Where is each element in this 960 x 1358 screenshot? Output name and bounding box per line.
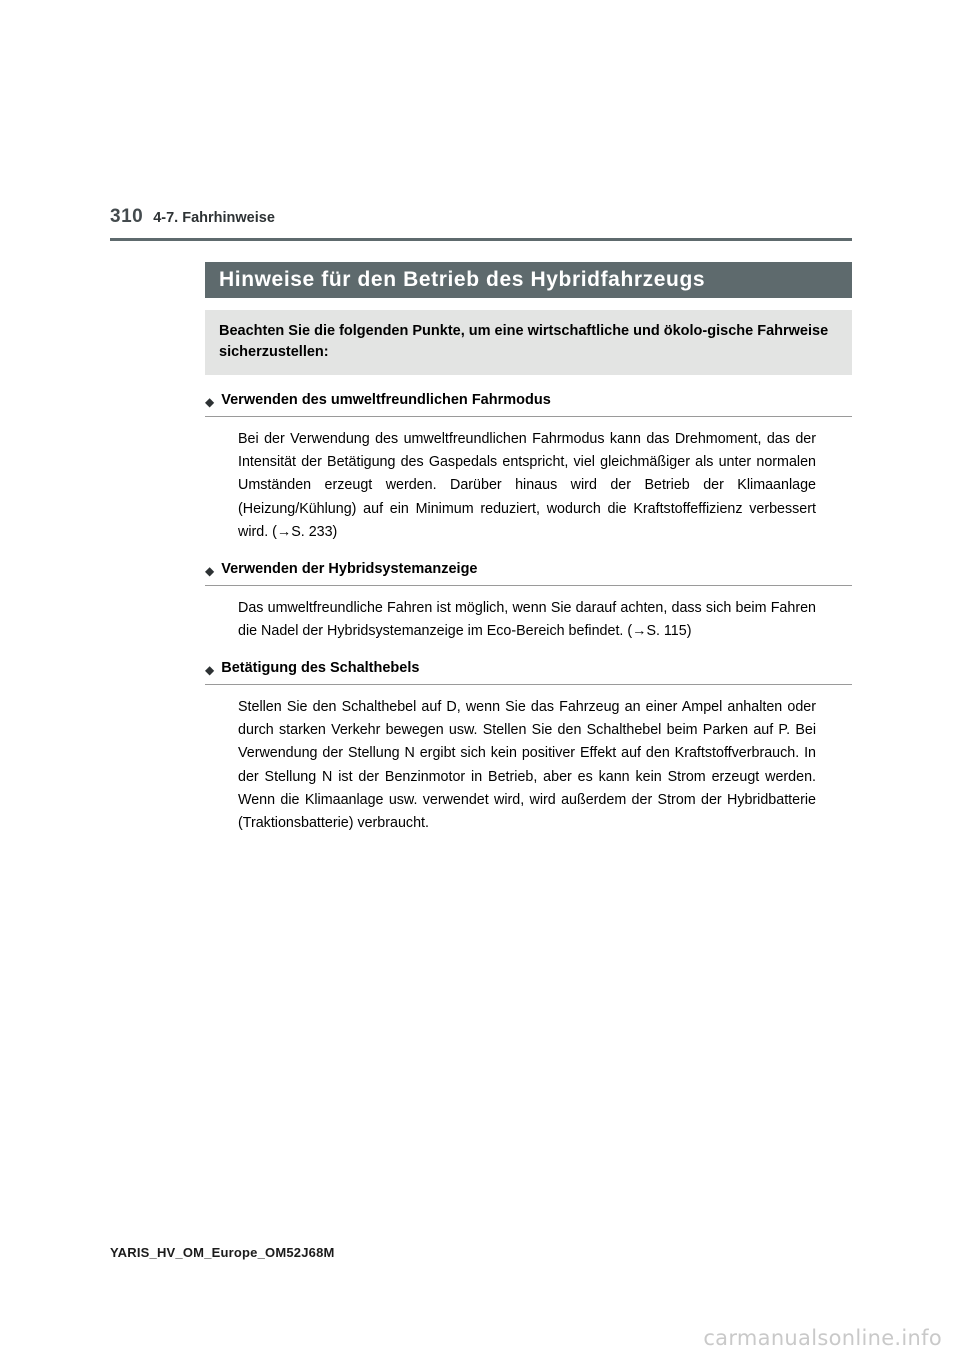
- section-title-bar: [205, 262, 852, 298]
- page-content: [205, 310, 852, 835]
- header-divider: [110, 238, 852, 241]
- topic-heading-3: [205, 660, 852, 685]
- page-header: [110, 206, 850, 228]
- header-section-title: 4-7. Fahrhinweise: [153, 210, 275, 226]
- topic-heading-2: [205, 561, 852, 586]
- watermark: carmanualsonline.info: [703, 1326, 942, 1350]
- page-number: 310: [110, 206, 144, 227]
- notice-box: [205, 310, 852, 375]
- topic-body-3: Stellen Sie den Schalthebel auf D, wenn Sie das Fahrzeug an einer Ampel anhalten oder durch starken Verkehr bewegen usw. Stellen Sie den Schalthebel beim Parken auf P. Bei Verwendung der Stellung N ergibt sich kein positiver Effekt auf den Kraftstoffverbrauch. In der Stellung N ist der Benzinmotor in Betrieb, aber es kann kein Strom erzeugt werden. Wenn die Klimaanlage usw. verwendet wird, wird außerdem der Strom der Hybridbatterie (Traktionsbatterie) verbraucht.: [238, 699, 816, 831]
- page-title: Hinweise für den Betrieb des Hybridfahrzeugs: [219, 268, 706, 291]
- diamond-bullet-icon: ◆: [205, 663, 215, 678]
- notice-text: Beachten Sie die folgenden Punkte, um eine wirtschaftliche und ökolo-gische Fahrweise sicherzustellen:: [219, 323, 829, 361]
- topic-heading-1: [205, 392, 852, 417]
- diamond-bullet-icon: ◆: [205, 563, 215, 578]
- document-code: YARIS_HV_OM_Europe_OM52J68M: [110, 1245, 335, 1260]
- topic-heading-label: Verwenden des umweltfreundlichen Fahrmodus: [221, 392, 551, 409]
- topic-body-2: Das umweltfreundliche Fahren ist möglich, wenn Sie darauf achten, dass sich beim Fahren die Nadel der Hybridsystemanzeige im Eco-Bereich befindet. (→S. 115): [238, 599, 816, 639]
- topic-body-1: Bei der Verwendung des umweltfreundlichen Fahrmodus kann das Drehmoment, das der Intensität der Betätigung des Gaspedals entspricht, viel gleichmäßiger als unter normalen Umständen erzeugt werden. Darüber hinaus wird der Betrieb der Klimaanlage (Heizung/Kühlung) auf ein Minimum reduziert, wodurch die Kraftstoffeffizienz verbessert wird. (→S. 233): [238, 431, 816, 540]
- diamond-bullet-icon: ◆: [205, 395, 215, 410]
- topic-heading-label: Betätigung des Schalthebels: [221, 660, 420, 677]
- topic-heading-label: Verwenden der Hybridsystemanzeige: [221, 560, 478, 577]
